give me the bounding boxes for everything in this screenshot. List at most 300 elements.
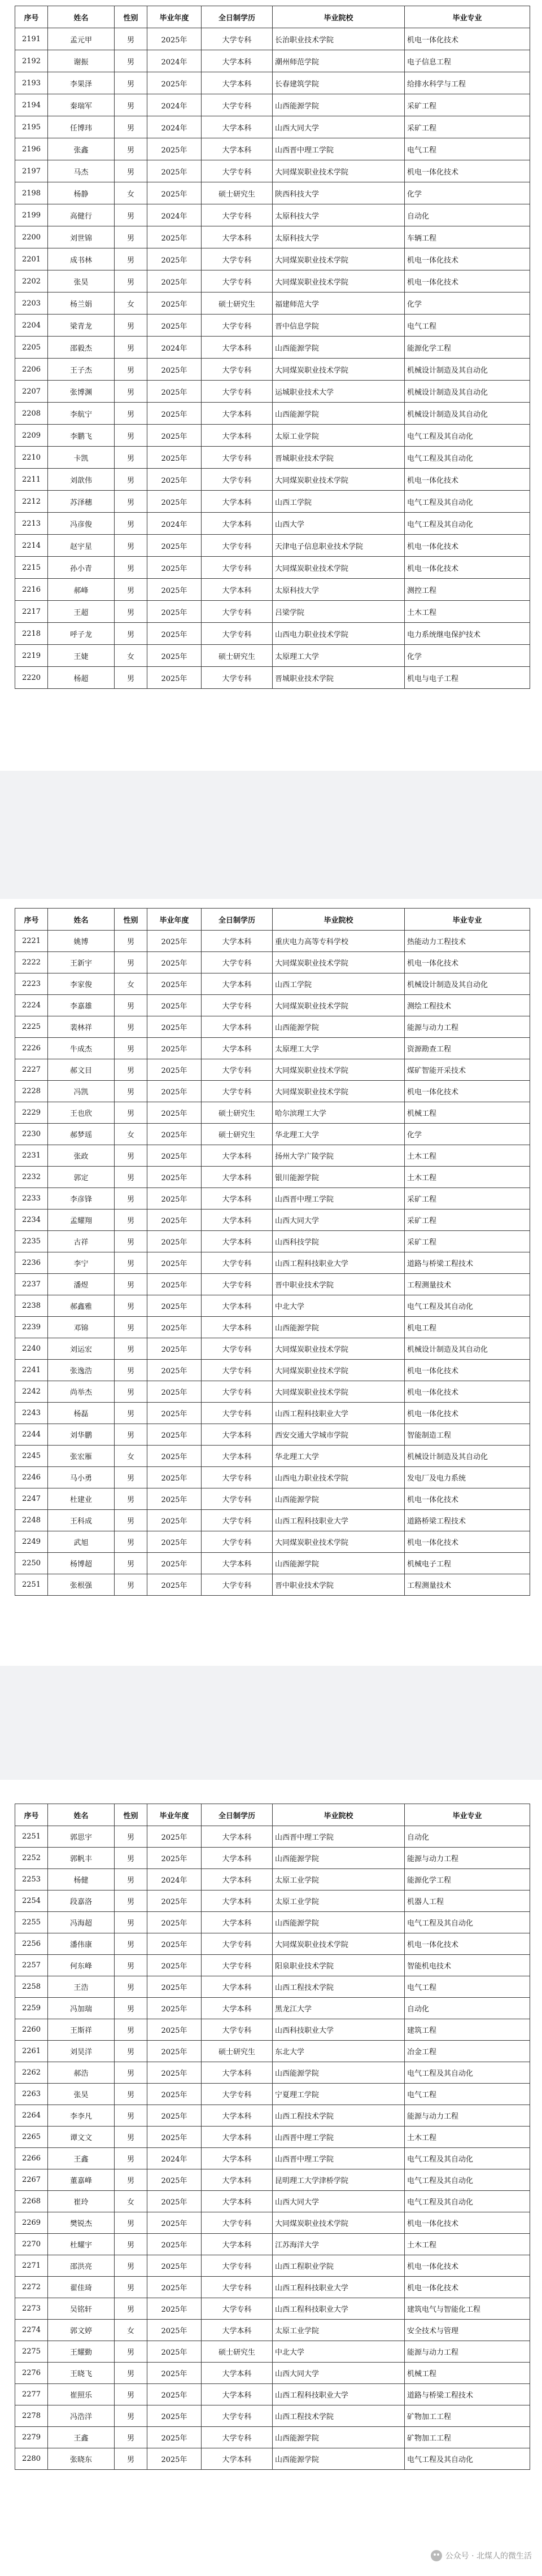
cell-major: 土木工程 [405, 1167, 530, 1188]
cell-grad-year: 2025年 [147, 2105, 202, 2127]
cell-seq: 2223 [15, 973, 48, 995]
header-row [15, 1804, 530, 1826]
table-row [15, 2448, 530, 2470]
cell-seq: 2228 [15, 1081, 48, 1102]
cell-name: 张博渊 [48, 381, 115, 403]
cell-gender: 男 [115, 1038, 147, 1059]
cell-name: 潘煜 [48, 1274, 115, 1295]
cell-seq: 2268 [15, 2191, 48, 2212]
cell-major: 机电一体化技术 [405, 535, 530, 557]
cell-major: 矿物加工工程 [405, 2427, 530, 2448]
table-row [15, 1274, 530, 1295]
cell-name: 邵洪亮 [48, 2255, 115, 2277]
table-row [15, 204, 530, 226]
cell-grad-year: 2025年 [147, 28, 202, 50]
cell-gender: 男 [115, 381, 147, 403]
cell-school: 太原科技大学 [273, 226, 405, 248]
cell-seq: 2269 [15, 2212, 48, 2234]
cell-gender: 男 [115, 1467, 147, 1488]
cell-major: 电气工程及其自动化 [405, 2191, 530, 2212]
cell-gender: 男 [115, 72, 147, 94]
cell-grad-year: 2025年 [147, 2320, 202, 2341]
cell-gender: 女 [115, 2191, 147, 2212]
cell-gender: 男 [115, 2255, 147, 2277]
table-row [15, 1424, 530, 1446]
table-row [15, 2148, 530, 2169]
roster-table [15, 1804, 530, 2470]
cell-major: 安全技术与管理 [405, 2320, 530, 2341]
cell-education: 大学专科 [202, 2212, 273, 2234]
cell-grad-year: 2025年 [147, 1252, 202, 1274]
cell-major: 化学 [405, 645, 530, 667]
cell-seq: 2217 [15, 601, 48, 623]
col-header-gender: 性别 [115, 909, 147, 931]
cell-education: 大学本科 [202, 1145, 273, 1167]
cell-seq: 2202 [15, 270, 48, 292]
cell-name: 谢振 [48, 50, 115, 72]
cell-education: 大学专科 [202, 1955, 273, 1976]
cell-grad-year: 2025年 [147, 1912, 202, 1933]
cell-major: 机器人工程 [405, 1890, 530, 1912]
cell-grad-year: 2025年 [147, 2255, 202, 2277]
cell-school: 昆明理工大学津桥学院 [273, 2169, 405, 2191]
cell-education: 大学专科 [202, 2255, 273, 2277]
cell-major: 土木工程 [405, 2234, 530, 2255]
cell-grad-year: 2024年 [147, 337, 202, 359]
cell-seq: 2239 [15, 1317, 48, 1338]
cell-major: 电气工程及其自动化 [405, 2148, 530, 2169]
cell-seq: 2264 [15, 2105, 48, 2127]
table-row [15, 270, 530, 292]
cell-school: 太原理工大学 [273, 1038, 405, 1059]
cell-major: 采矿工程 [405, 1210, 530, 1231]
table-row [15, 2127, 530, 2148]
cell-education: 大学专科 [202, 1403, 273, 1424]
cell-name: 孟元甲 [48, 28, 115, 50]
cell-seq: 2229 [15, 1102, 48, 1124]
cell-grad-year: 2025年 [147, 2127, 202, 2148]
cell-school: 陕西科技大学 [273, 182, 405, 204]
cell-seq: 2274 [15, 2320, 48, 2341]
cell-grad-year: 2025年 [147, 995, 202, 1016]
cell-major: 机械设计制造及其自动化 [405, 381, 530, 403]
cell-education: 大学本科 [202, 1188, 273, 1210]
cell-name: 张根强 [48, 1574, 115, 1596]
table-row [15, 1338, 530, 1360]
cell-name: 李鹏飞 [48, 425, 115, 447]
cell-school: 山西大同大学 [273, 2363, 405, 2384]
cell-seq: 2220 [15, 667, 48, 689]
cell-school: 江苏海洋大学 [273, 2234, 405, 2255]
cell-school: 山西晋中理工学院 [273, 2148, 405, 2169]
cell-gender: 女 [115, 1124, 147, 1145]
cell-education: 大学专科 [202, 1081, 273, 1102]
cell-school: 山西工学院 [273, 973, 405, 995]
cell-seq: 2218 [15, 623, 48, 645]
table-row [15, 248, 530, 270]
cell-name: 董嘉峰 [48, 2169, 115, 2191]
cell-name: 冯加瑞 [48, 1998, 115, 2019]
cell-school: 太原工业学院 [273, 1869, 405, 1890]
cell-education: 大学本科 [202, 1976, 273, 1998]
cell-gender: 男 [115, 601, 147, 623]
wechat-icon [431, 2550, 442, 2561]
cell-seq: 2262 [15, 2062, 48, 2084]
cell-gender: 男 [115, 1848, 147, 1869]
cell-school: 运城职业技术大学 [273, 381, 405, 403]
table-body [15, 1826, 530, 2470]
cell-gender: 男 [115, 1424, 147, 1446]
cell-school: 宁夏理工学院 [273, 2084, 405, 2105]
cell-name: 张昊 [48, 270, 115, 292]
cell-gender: 男 [115, 1976, 147, 1998]
cell-education: 大学本科 [202, 1295, 273, 1317]
cell-gender: 男 [115, 337, 147, 359]
cell-name: 王子杰 [48, 359, 115, 381]
table-row [15, 2405, 530, 2427]
table-row [15, 1998, 530, 2019]
cell-name: 潘伟康 [48, 1933, 115, 1955]
table-row [15, 2384, 530, 2405]
cell-name: 古祥 [48, 1231, 115, 1252]
cell-education: 大学本科 [202, 1869, 273, 1890]
cell-grad-year: 2025年 [147, 535, 202, 557]
cell-school: 山西晋中理工学院 [273, 1188, 405, 1210]
cell-education: 大学本科 [202, 2384, 273, 2405]
cell-education: 大学专科 [202, 1510, 273, 1531]
cell-education: 大学本科 [202, 2062, 273, 2084]
cell-education: 大学专科 [202, 1059, 273, 1081]
table-row [15, 952, 530, 973]
cell-name: 杨超 [48, 667, 115, 689]
cell-seq: 2255 [15, 1912, 48, 1933]
table-row [15, 315, 530, 337]
cell-name: 李嘉雄 [48, 995, 115, 1016]
cell-gender: 男 [115, 2405, 147, 2427]
cell-school: 扬州大学广陵学院 [273, 1145, 405, 1167]
col-header-grad-year: 毕业年度 [147, 909, 202, 931]
cell-education: 大学专科 [202, 2427, 273, 2448]
cell-major: 工程测量技术 [405, 1274, 530, 1295]
table-row [15, 1869, 530, 1890]
cell-name: 郭思宇 [48, 1826, 115, 1848]
cell-education: 大学本科 [202, 1446, 273, 1467]
cell-gender: 男 [115, 248, 147, 270]
cell-major: 电气工程 [405, 315, 530, 337]
cell-seq: 2211 [15, 469, 48, 491]
cell-education: 大学专科 [202, 1252, 273, 1274]
cell-grad-year: 2025年 [147, 1274, 202, 1295]
cell-school: 山西能源学院 [273, 337, 405, 359]
cell-name: 郭文婷 [48, 2320, 115, 2341]
cell-grad-year: 2025年 [147, 2384, 202, 2405]
cell-gender: 男 [115, 931, 147, 952]
cell-education: 大学本科 [202, 1231, 273, 1252]
cell-seq: 2261 [15, 2041, 48, 2062]
cell-school: 山西能源学院 [273, 1488, 405, 1510]
cell-major: 冶金工程 [405, 2041, 530, 2062]
cell-gender: 男 [115, 1274, 147, 1295]
cell-seq: 2237 [15, 1274, 48, 1295]
cell-school: 山西工程技术学院 [273, 2405, 405, 2427]
cell-gender: 男 [115, 1167, 147, 1188]
cell-education: 大学专科 [202, 2084, 273, 2105]
cell-grad-year: 2025年 [147, 973, 202, 995]
cell-seq: 2258 [15, 1976, 48, 1998]
cell-major: 电气工程及其自动化 [405, 1295, 530, 1317]
table-row [15, 1210, 530, 1231]
table-row [15, 2062, 530, 2084]
table-row [15, 2277, 530, 2298]
cell-major: 机电一体化技术 [405, 2212, 530, 2234]
table-row [15, 292, 530, 315]
cell-gender: 男 [115, 2062, 147, 2084]
cell-grad-year: 2025年 [147, 667, 202, 689]
cell-education: 大学专科 [202, 2019, 273, 2041]
cell-major: 自动化 [405, 204, 530, 226]
cell-school: 山西晋中理工学院 [273, 138, 405, 160]
cell-major: 机械设计制造及其自动化 [405, 359, 530, 381]
cell-gender: 男 [115, 952, 147, 973]
table-row [15, 1488, 530, 1510]
table-row [15, 2191, 530, 2212]
col-header-major: 毕业专业 [405, 1804, 530, 1826]
cell-grad-year: 2025年 [147, 2405, 202, 2427]
cell-name: 杨健 [48, 1869, 115, 1890]
cell-school: 太原科技大学 [273, 579, 405, 601]
cell-school: 山西能源学院 [273, 403, 405, 425]
cell-education: 大学专科 [202, 248, 273, 270]
table-row [15, 94, 530, 116]
cell-education: 大学专科 [202, 995, 273, 1016]
cell-seq: 2245 [15, 1446, 48, 1467]
cell-grad-year: 2024年 [147, 513, 202, 535]
table-body [15, 931, 530, 1596]
cell-grad-year: 2025年 [147, 1210, 202, 1231]
cell-grad-year: 2025年 [147, 1955, 202, 1976]
cell-seq: 2271 [15, 2255, 48, 2277]
cell-name: 任博玮 [48, 116, 115, 138]
table-row [15, 1145, 530, 1167]
cell-major: 土木工程 [405, 601, 530, 623]
cell-grad-year: 2025年 [147, 425, 202, 447]
cell-gender: 女 [115, 973, 147, 995]
header-row [15, 909, 530, 931]
cell-seq: 2226 [15, 1038, 48, 1059]
cell-seq: 2195 [15, 116, 48, 138]
table-row [15, 337, 530, 359]
cell-school: 山西能源学院 [273, 94, 405, 116]
cell-school: 山西能源学院 [273, 2062, 405, 2084]
cell-gender: 男 [115, 28, 147, 50]
cell-seq: 2256 [15, 1933, 48, 1955]
cell-school: 大同煤炭职业技术学院 [273, 359, 405, 381]
cell-gender: 男 [115, 1145, 147, 1167]
cell-education: 大学专科 [202, 1488, 273, 1510]
cell-gender: 男 [115, 1059, 147, 1081]
col-header-major: 毕业专业 [405, 6, 530, 28]
cell-name: 李宁 [48, 1252, 115, 1274]
cell-name: 张晓东 [48, 2448, 115, 2470]
cell-education: 大学专科 [202, 1338, 273, 1360]
cell-seq: 2206 [15, 359, 48, 381]
cell-major: 机电一体化技术 [405, 1531, 530, 1553]
cell-education: 大学本科 [202, 2148, 273, 2169]
cell-seq: 2254 [15, 1890, 48, 1912]
cell-gender: 男 [115, 1381, 147, 1403]
table-row [15, 28, 530, 50]
cell-education: 大学本科 [202, 1848, 273, 1869]
cell-school: 华北理工大学 [273, 1446, 405, 1467]
cell-seq: 2214 [15, 535, 48, 557]
cell-gender: 男 [115, 2019, 147, 2041]
cell-school: 山西晋中理工学院 [273, 1826, 405, 1848]
cell-seq: 2233 [15, 1188, 48, 1210]
cell-education: 大学本科 [202, 2105, 273, 2127]
cell-grad-year: 2025年 [147, 623, 202, 645]
cell-major: 建筑工程 [405, 2019, 530, 2041]
cell-major: 机电一体化技术 [405, 2255, 530, 2277]
cell-seq: 2266 [15, 2148, 48, 2169]
cell-seq: 2194 [15, 94, 48, 116]
cell-major: 机电与电子工程 [405, 667, 530, 689]
cell-school: 山西工程技术学院 [273, 1976, 405, 1998]
cell-education: 大学专科 [202, 1274, 273, 1295]
table-row [15, 601, 530, 623]
cell-education: 大学本科 [202, 1890, 273, 1912]
cell-seq: 2215 [15, 557, 48, 579]
cell-school: 吕梁学院 [273, 601, 405, 623]
cell-seq: 2238 [15, 1295, 48, 1317]
cell-grad-year: 2025年 [147, 1424, 202, 1446]
cell-gender: 男 [115, 359, 147, 381]
cell-gender: 男 [115, 2341, 147, 2363]
table-row [15, 2427, 530, 2448]
cell-school: 中北大学 [273, 1295, 405, 1317]
table-row [15, 2212, 530, 2234]
table-row [15, 72, 530, 94]
cell-major: 机电工程 [405, 1317, 530, 1338]
table-row [15, 1531, 530, 1553]
cell-major: 电气工程及其自动化 [405, 1912, 530, 1933]
cell-major: 土木工程 [405, 2127, 530, 2148]
cell-gender: 男 [115, 2427, 147, 2448]
cell-major: 能源与动力工程 [405, 2105, 530, 2127]
table-row [15, 160, 530, 182]
cell-school: 大同煤炭职业技术学院 [273, 160, 405, 182]
cell-school: 晋城职业技术学院 [273, 667, 405, 689]
cell-education: 大学本科 [202, 337, 273, 359]
cell-major: 化学 [405, 182, 530, 204]
cell-name: 王耀勤 [48, 2341, 115, 2363]
cell-gender: 男 [115, 1553, 147, 1574]
cell-education: 大学专科 [202, 623, 273, 645]
cell-name: 马杰 [48, 160, 115, 182]
cell-gender: 男 [115, 1890, 147, 1912]
cell-seq: 2203 [15, 292, 48, 315]
cell-grad-year: 2024年 [147, 2148, 202, 2169]
cell-major: 自动化 [405, 1998, 530, 2019]
cell-major: 机电一体化技术 [405, 1933, 530, 1955]
table-row [15, 2169, 530, 2191]
cell-education: 大学本科 [202, 491, 273, 513]
table-row [15, 623, 530, 645]
cell-grad-year: 2025年 [147, 1317, 202, 1338]
cell-name: 杜耀宇 [48, 2234, 115, 2255]
table-row [15, 645, 530, 667]
cell-major: 机电一体化技术 [405, 1403, 530, 1424]
cell-gender: 男 [115, 1188, 147, 1210]
cell-grad-year: 2025年 [147, 1295, 202, 1317]
cell-name: 王也欣 [48, 1102, 115, 1124]
cell-name: 裴林祥 [48, 1016, 115, 1038]
cell-gender: 男 [115, 2298, 147, 2320]
table-row [15, 403, 530, 425]
cell-education: 大学本科 [202, 116, 273, 138]
cell-education: 大学专科 [202, 1360, 273, 1381]
cell-seq: 2210 [15, 447, 48, 469]
cell-grad-year: 2025年 [147, 1081, 202, 1102]
cell-grad-year: 2025年 [147, 2341, 202, 2363]
cell-school: 山西大同大学 [273, 2191, 405, 2212]
cell-gender: 男 [115, 579, 147, 601]
cell-gender: 女 [115, 1446, 147, 1467]
cell-education: 大学本科 [202, 973, 273, 995]
cell-education: 大学本科 [202, 72, 273, 94]
table-row [15, 973, 530, 995]
cell-education: 大学专科 [202, 160, 273, 182]
cell-grad-year: 2024年 [147, 50, 202, 72]
cell-seq: 2209 [15, 425, 48, 447]
cell-major: 测绘工程技术 [405, 995, 530, 1016]
table-row [15, 1510, 530, 1531]
cell-seq: 2219 [15, 645, 48, 667]
cell-grad-year: 2025年 [147, 1360, 202, 1381]
cell-education: 大学专科 [202, 535, 273, 557]
cell-seq: 2273 [15, 2298, 48, 2320]
cell-major: 资源勘查工程 [405, 1038, 530, 1059]
cell-gender: 男 [115, 557, 147, 579]
table-row [15, 1467, 530, 1488]
cell-seq: 2265 [15, 2127, 48, 2148]
cell-education: 大学专科 [202, 94, 273, 116]
cell-grad-year: 2025年 [147, 1167, 202, 1188]
roster-table [15, 6, 530, 689]
cell-grad-year: 2025年 [147, 1231, 202, 1252]
cell-education: 大学本科 [202, 931, 273, 952]
cell-education: 大学专科 [202, 1381, 273, 1403]
cell-major: 化学 [405, 292, 530, 315]
cell-major: 自动化 [405, 1826, 530, 1848]
col-header-grad-year: 毕业年度 [147, 1804, 202, 1826]
cell-name: 冯彦俊 [48, 513, 115, 535]
cell-education: 大学本科 [202, 2127, 273, 2148]
cell-grad-year: 2025年 [147, 2448, 202, 2470]
cell-gender: 男 [115, 2169, 147, 2191]
cell-name: 呼子龙 [48, 623, 115, 645]
cell-name: 王斯祥 [48, 2019, 115, 2041]
cell-seq: 2280 [15, 2448, 48, 2470]
cell-gender: 男 [115, 226, 147, 248]
cell-name: 郝梦瑶 [48, 1124, 115, 1145]
cell-education: 大学本科 [202, 1317, 273, 1338]
cell-major: 电气工程 [405, 1976, 530, 1998]
cell-gender: 男 [115, 138, 147, 160]
cell-name: 杨博超 [48, 1553, 115, 1574]
cell-name: 秦瑞军 [48, 94, 115, 116]
cell-major: 机械电子工程 [405, 1553, 530, 1574]
cell-gender: 男 [115, 425, 147, 447]
